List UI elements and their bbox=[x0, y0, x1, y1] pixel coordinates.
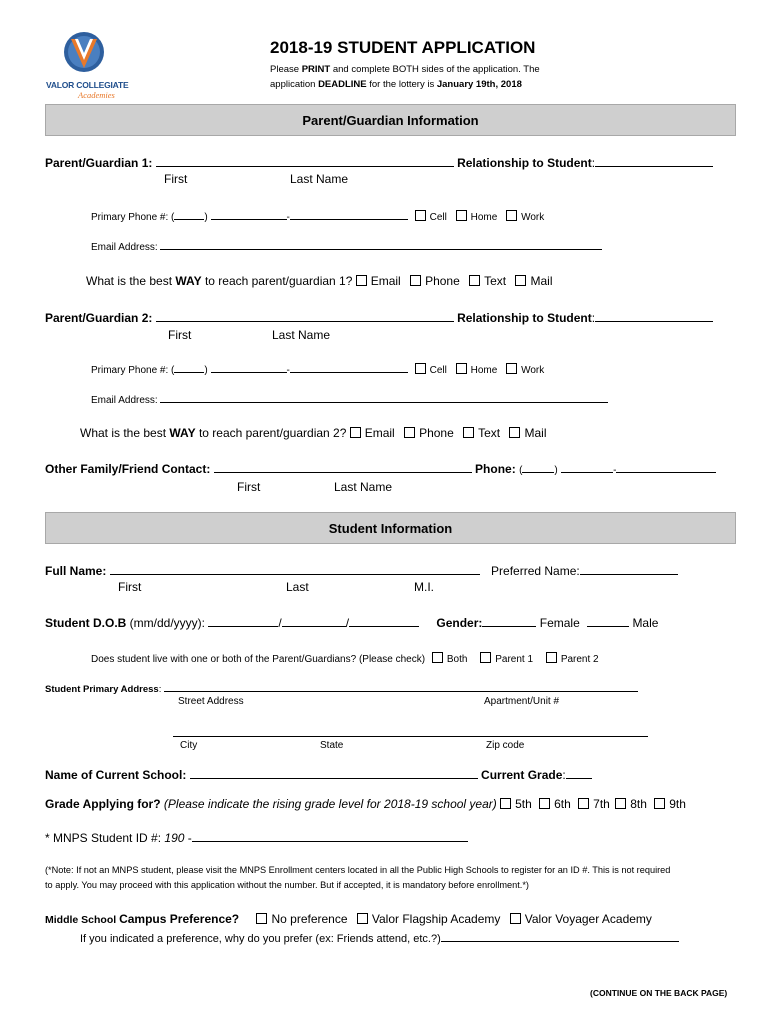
student-name-row: Full Name: Preferred Name: bbox=[45, 563, 678, 578]
pg2-name-field[interactable] bbox=[156, 310, 454, 322]
pg2-name-row: Parent/Guardian 2: Relationship to Student: bbox=[45, 310, 713, 325]
pg1-cell-checkbox[interactable] bbox=[415, 210, 426, 221]
pg1-way-phone-checkbox[interactable] bbox=[410, 275, 421, 286]
pg1-last-caption: Last Name bbox=[290, 172, 349, 186]
pg1-name-field[interactable] bbox=[156, 155, 454, 167]
pg1-phone-row: Primary Phone #: ( ) - Cell Home Work bbox=[91, 212, 545, 223]
pg2-way-phone-checkbox[interactable] bbox=[404, 427, 415, 438]
dob-month-field[interactable] bbox=[208, 615, 278, 627]
campus-no-preference-checkbox[interactable] bbox=[256, 913, 267, 924]
student-dob-row: Student D.O.B (mm/dd/yyyy): / / Gender: Female Male bbox=[45, 616, 659, 630]
mnps-note-line1: (*Note: If not an MNPS student, please visit the MNPS Enrollment centers located in all the Public High Schools to register for an ID #. This is not required bbox=[45, 865, 671, 875]
mnps-id-field[interactable] bbox=[192, 830, 468, 842]
apt-caption: Apartment/Unit # bbox=[484, 696, 560, 707]
mnps-id-row: * MNPS Student ID #: 190 - bbox=[45, 830, 468, 845]
gender-female-field[interactable] bbox=[482, 615, 536, 627]
grade-5-checkbox[interactable] bbox=[500, 798, 511, 809]
current-school-row: Name of Current School: Current Grade: bbox=[45, 767, 592, 782]
pg2-home-checkbox[interactable] bbox=[456, 363, 467, 374]
grade-applying-row: Grade Applying for? (Please indicate the rising grade level for 2018-19 school year) 5th 6th 7th 8th 9th bbox=[45, 797, 686, 811]
pg2-email-row: Email Address: bbox=[91, 393, 608, 406]
other-phone-area[interactable] bbox=[522, 463, 554, 473]
lives-parent1-checkbox[interactable] bbox=[480, 652, 491, 663]
pg1-phone-prefix[interactable] bbox=[211, 210, 287, 220]
pg2-way-mail-checkbox[interactable] bbox=[509, 427, 520, 438]
zip-caption: Zip code bbox=[486, 740, 525, 751]
grade-7-checkbox[interactable] bbox=[578, 798, 589, 809]
student-mi-caption: M.I. bbox=[414, 580, 434, 594]
city-state-zip-field[interactable] bbox=[173, 727, 648, 737]
pg2-way-text-checkbox[interactable] bbox=[463, 427, 474, 438]
street-address-field[interactable] bbox=[164, 682, 638, 692]
pg1-email-row: Email Address: bbox=[91, 240, 602, 253]
section-header-student: Student Information bbox=[45, 512, 736, 544]
grade-8-checkbox[interactable] bbox=[615, 798, 626, 809]
logo-text-sub: Academies bbox=[78, 90, 115, 100]
mnps-note-line2: to apply. You may proceed with this application without the number. But if accepted, it is mandatory before enrollment.*) bbox=[45, 880, 529, 890]
pg2-relationship-field[interactable] bbox=[595, 310, 713, 322]
pg2-way-row: What is the best WAY to reach parent/guardian 2? Email Phone Text Mail bbox=[80, 426, 547, 440]
campus-voyager-checkbox[interactable] bbox=[510, 913, 521, 924]
student-first-caption: First bbox=[118, 580, 142, 594]
current-grade-field[interactable] bbox=[566, 767, 592, 779]
section-header-parent: Parent/Guardian Information bbox=[45, 104, 736, 136]
header-instructions-line1: Please PRINT and complete BOTH sides of the application. The bbox=[270, 64, 540, 75]
pg2-first-caption: First bbox=[168, 328, 192, 342]
lives-with-row: Does student live with one or both of the Parent/Guardians? (Please check) Both Parent 1 Parent 2 bbox=[91, 654, 599, 665]
pg2-phone-prefix[interactable] bbox=[211, 363, 287, 373]
other-last-caption: Last Name bbox=[334, 480, 393, 494]
state-caption: State bbox=[320, 740, 344, 751]
street-caption: Street Address bbox=[178, 696, 244, 707]
pg1-name-row: Parent/Guardian 1: Relationship to Student: bbox=[45, 155, 713, 170]
pg1-work-checkbox[interactable] bbox=[506, 210, 517, 221]
pg1-way-row: What is the best WAY to reach parent/guardian 1? Email Phone Text Mail bbox=[86, 274, 553, 288]
logo-text-main: VALOR COLLEGIATE bbox=[46, 80, 129, 90]
pg2-phone-row: Primary Phone #: ( ) - Cell Home Work bbox=[91, 365, 545, 376]
preference-why-field[interactable] bbox=[441, 932, 679, 942]
lives-both-checkbox[interactable] bbox=[432, 652, 443, 663]
pg2-last-caption: Last Name bbox=[272, 328, 331, 342]
other-phone-prefix[interactable] bbox=[561, 463, 613, 473]
pg2-email-field[interactable] bbox=[160, 393, 608, 403]
valor-logo bbox=[44, 30, 129, 102]
grade-6-checkbox[interactable] bbox=[539, 798, 550, 809]
valor-v-emblem-icon bbox=[44, 30, 124, 82]
pg1-home-checkbox[interactable] bbox=[456, 210, 467, 221]
pg1-phone-area[interactable] bbox=[174, 210, 204, 220]
other-phone-line[interactable] bbox=[616, 463, 716, 473]
header-instructions-line2: application DEADLINE for the lottery is January 19th, 2018 bbox=[270, 79, 522, 90]
other-first-caption: First bbox=[237, 480, 261, 494]
other-contact-name-field[interactable] bbox=[214, 461, 472, 473]
preference-why-row: If you indicated a preference, why do you prefer (ex: Friends attend, etc.?) bbox=[80, 932, 679, 945]
current-school-field[interactable] bbox=[190, 767, 478, 779]
lives-parent2-checkbox[interactable] bbox=[546, 652, 557, 663]
other-contact-row: Other Family/Friend Contact: Phone: ( ) - bbox=[45, 461, 716, 476]
pg2-work-checkbox[interactable] bbox=[506, 363, 517, 374]
campus-preference-row: Middle School Campus Preference? No preference Valor Flagship Academy Valor Voyager Academy bbox=[45, 912, 652, 926]
pg1-phone-line[interactable] bbox=[290, 210, 408, 220]
pg2-phone-area[interactable] bbox=[174, 363, 204, 373]
pg1-way-mail-checkbox[interactable] bbox=[515, 275, 526, 286]
student-full-name-field[interactable] bbox=[110, 563, 480, 575]
pg2-phone-line[interactable] bbox=[290, 363, 408, 373]
dob-day-field[interactable] bbox=[282, 615, 346, 627]
pg1-way-text-checkbox[interactable] bbox=[469, 275, 480, 286]
pg1-way-email-checkbox[interactable] bbox=[356, 275, 367, 286]
student-preferred-name-field[interactable] bbox=[580, 563, 678, 575]
student-last-caption: Last bbox=[286, 580, 309, 594]
continue-note: (CONTINUE ON THE BACK PAGE) bbox=[590, 988, 728, 998]
pg1-first-caption: First bbox=[164, 172, 188, 186]
campus-flagship-checkbox[interactable] bbox=[357, 913, 368, 924]
address-row-1: Student Primary Address: bbox=[45, 682, 638, 695]
pg1-email-field[interactable] bbox=[160, 240, 602, 250]
gender-male-field[interactable] bbox=[587, 615, 629, 627]
dob-year-field[interactable] bbox=[349, 615, 419, 627]
pg1-relationship-field[interactable] bbox=[595, 155, 713, 167]
city-caption: City bbox=[180, 740, 198, 751]
grade-9-checkbox[interactable] bbox=[654, 798, 665, 809]
pg2-way-email-checkbox[interactable] bbox=[350, 427, 361, 438]
pg2-cell-checkbox[interactable] bbox=[415, 363, 426, 374]
page-title: 2018-19 STUDENT APPLICATION bbox=[270, 38, 536, 57]
